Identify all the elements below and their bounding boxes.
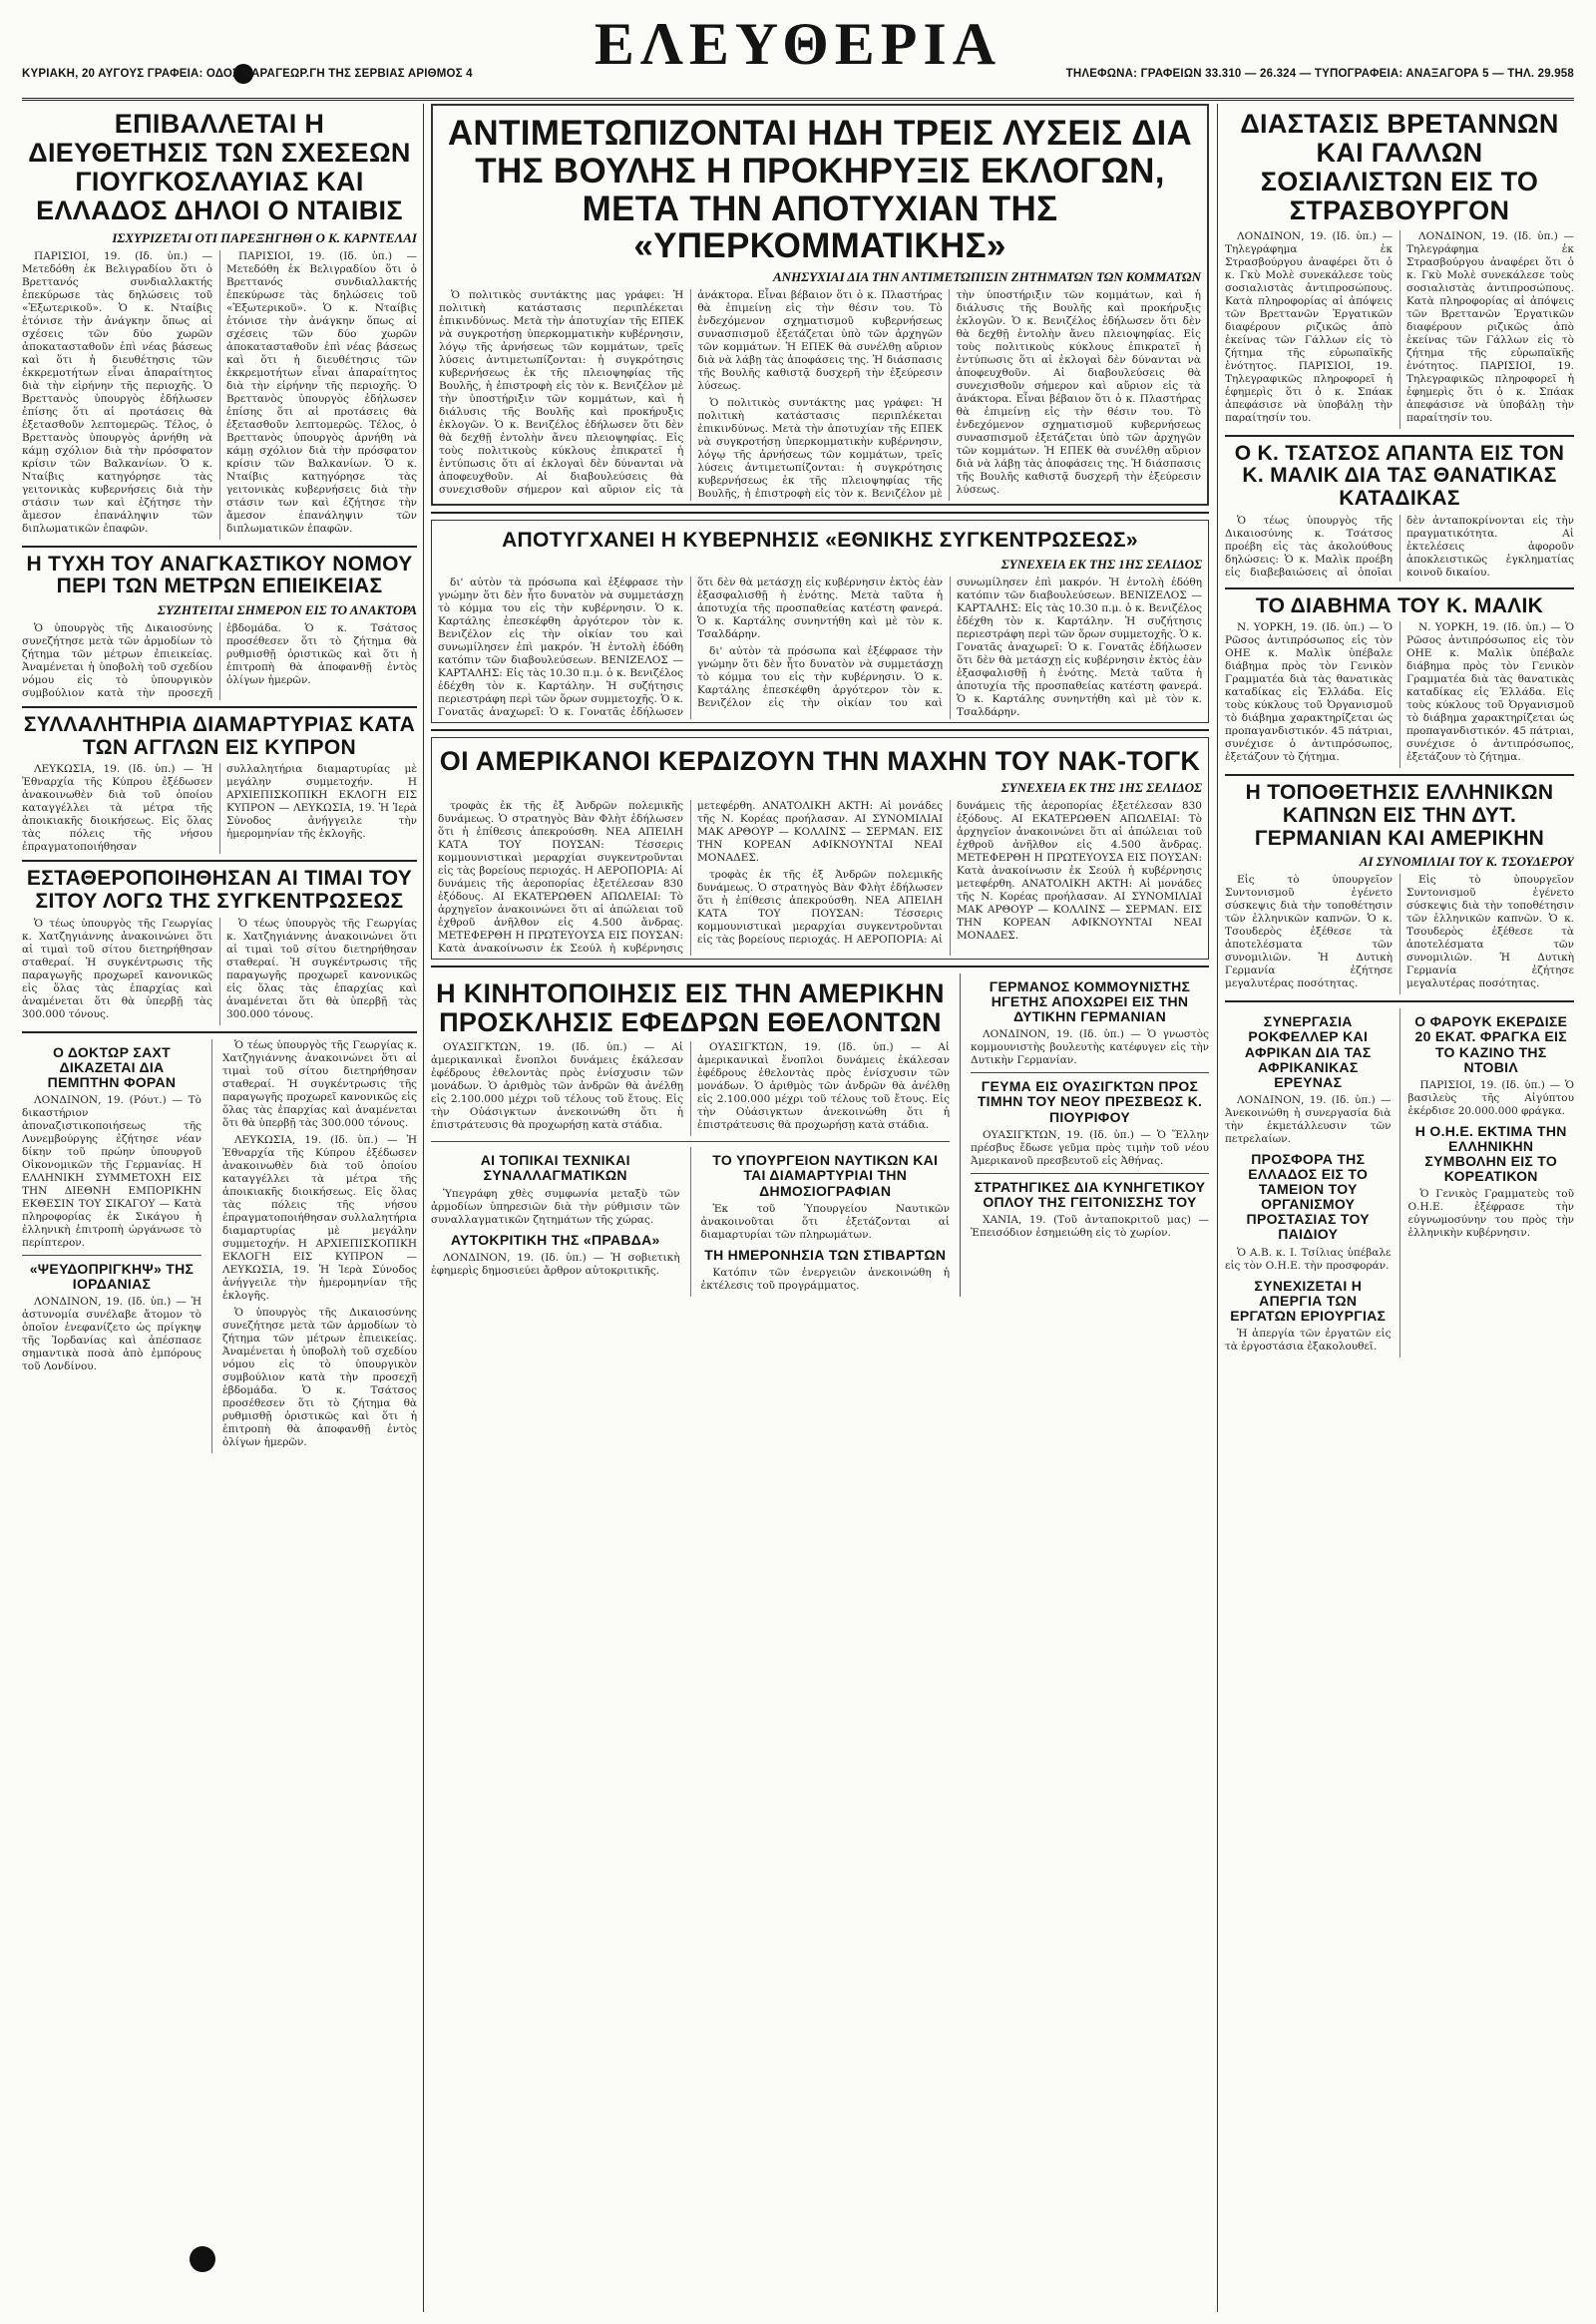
headline-strike: ΣΥΝΕΧΙΖΕΤΑΙ Η ΑΠΕΡΓΙΑ ΤΩΝ ΕΡΓΑΤΩΝ ΕΡΙΟΥΡΓΙΑΣ [1230,1277,1387,1324]
subhead-leniency-law: ΣΥΖΗΤΕΙΤΑΙ ΣΗΜΕΡΟΝ ΕΙΣ ΤΟ ΑΝΑΚΤΟΡΑ [157,601,417,617]
article-exchange: Ὑπεγράφη χθὲς συμφωνία μεταξὺ τῶν ἀρμοδίων ὑπηρεσιῶν διὰ τὴν ρύθμισιν τῶν συναλλαγματικῶν ζητημάτων τῆς χώρας. [431,1187,680,1226]
headline-schacht: Ο ΔΟΚΤΩΡ ΣΑΧΤ ΔΙΚΑΖΕΤΑΙ ΔΙΑ ΠΕΜΠΤΗΝ ΦΟΡΑΝ [47,1043,177,1090]
headline-peurifoy: ΓΕΥΜΑ ΕΙΣ ΟΥΑΣΙΓΚΤΩΝ ΠΡΟΣ ΤΙΜΗΝ ΤΟΥ ΝΕΟΥ ΠΡΕΣΒΕΩΣ Κ. ΠΙΟΥΡΙΦΟΥ [977,1078,1203,1125]
article-tobacco-cont: Εἰς τὸ ὑπουργεῖον Συντονισμοῦ ἐγένετο σύσκεψις διὰ τὴν τοποθέτησιν τῶν ἑλληνικῶν καπνῶν. Ὁ κ. Τσουδερὸς ἐξέθεσε τὰ ἀποτελέσματα τῶν συνομιλιῶν. Ἡ Δυτικὴ Γερμανία ἐζήτησε μεγαλυτέρας ποσότητας. [1406,874,1574,990]
article-mobilization: ΟΥΑΣΙΓΚΤΩΝ, 19. (Ιδ. ὑπ.) — Αἱ ἀμερικανικαὶ ἔνοπλοι δυνάμεις ἐκάλεσαν ἐφέδρους ἐθελοντὰς πρὸς ἐνίσχυσιν τῶν μονάδων. Ὁ ἀριθμὸς τῶν ἀνδρῶν θὰ ἀνέλθῃ εἰς 2.100.000 μέχρι τοῦ τέλους τοῦ ἔτους. Εἰς τὴν Οὐάσιγκτων ἀνεκοινώθη ὅτι ἡ ἐπιστράτευσις θὰ προχωρήσῃ κατὰ στάδια. [431,1041,683,1132]
article-naktong-cont: τροφὰς ἐκ τῆς ἐξ Ἀνδρῶν πολεμικῆς δυνάμεως. Ὁ στρατηγὸς Βὰν Φλὴτ ἐδήλωσεν ὅτι ἡ ἐπίθεσις ἀπεκρούσθη. ΝΕΑ ΑΠΕΙΛΗ ΚΑΤΑ ΤΟΥ ΠΟΥΣΑΝ: Τέσσερις κομμουνιστικαὶ μεραρχίαι συγκεντροῦνται εἰς τὰς βορείους περιοχάς. Η ΑΕΡΟΠΟΡΙΑ: Αἱ δυνάμεις τῆς ἀεροπορίας ἐξετέλεσαν 830 ἐξόδους. ΑΙ ΕΚΑΤΕΡΩΘΕΝ ΑΠΩΛΕΙΑΙ: Τὸ ἀρχηγεῖον ἀνακοινώνει ὅτι αἱ ἀπώλειαι τοῦ ἐχθροῦ ἀνῆλθον εἰς 4.500 ἄνδρας. ΜΕΤΕΦΕΡΘΗ Η ΠΡΩΤΕΥΟΥΣΑ ΕΙΣ ΠΟΥΣΑΝ: Κατὰ ἀνακοίνωσιν ἐκ Σεούλ ἡ κυβέρνησις μετεφέρθη. ΑΝΑΤΟΛΙΚΗ ΑΚΤΗ: Αἱ μονάδες τῆς Ν. Κορέας προήλασαν. ΑΙ ΣΥΝΟΜΙΛΙΑΙ ΜΑΚ ΑΡΘΟΥΡ — ΚΟΛΛΙΝΣ — ΣΕΡΜΑΝ. ΕΙΣ ΤΗΝ ΚΟΡΕΑΝ ΑΦΙΚΝΟΥΝΤΑΙ ΝΕΑΙ ΜΟΝΑΔΕΣ. [697,800,1202,947]
article-filler-col1b: ΛΕΥΚΩΣΙΑ, 19. (Ιδ. ὑπ.) — Ἡ Ἐθναρχία τῆς Κύπρου ἐξέδωσεν ἀνακοινωθὲν διὰ τοῦ ὁποίου καταγγέλλει τὰ μέτρα τῆς ἀποικιακῆς διοικήσεως. Εἰς ὅλας τὰς πόλεις τῆς νήσου ἐπραγματοποιήθησαν συλλαλητήρια διαμαρτυρίας μὲ μεγάλην συμμετοχήν. Η ΑΡΧΙΕΠΙΣΚΟΠΙΚΗ ΕΚΛΟΓΗ ΕΙΣ ΚΥΠΡΟΝ — ΛΕΥΚΩΣΙΑ, 19. Ἡ Ἱερὰ Σύνοδος ἀνήγγειλε τὴν ἡμερομηνίαν τῆς ἐκλογῆς. [222,1133,417,1302]
article-tsatsos-malik: Ὁ τέως ὑπουργὸς τῆς Δικαιοσύνης κ. Τσάτσος προέβη εἰς τὰς ἀκολούθους δηλώσεις: Ὁ κ. Μαλὶκ προέβη εἰς διαβεβαιώσεις αἱ ὁποῖαι δὲν ἀνταποκρίνονται εἰς τὴν πραγματικότητα. Αἱ ἐκτελέσεις ἀφοροῦν ἀποκλειστικῶς ἐγκληματίας κοινοῦ δικαίου. [1225,514,1574,579]
newspaper-title: ΕΛΕΥΘΕΡΙΑ [594,11,1002,77]
headline-mobilization: Η ΚΙΝΗΤΟΠΟΙΗΣΙΣ ΕΙΣ ΤΗΝ ΑΜΕΡΙΚΗΝ ΠΡΟΣΚΛΗΣΙΣ ΕΦΕΔΡΩΝ ΕΘΕΛΟΝΤΩΝ [436,978,945,1038]
article-tobacco: Εἰς τὸ ὑπουργεῖον Συντονισμοῦ ἐγένετο σύσκεψις διὰ τὴν τοποθέτησιν τῶν ἑλληνικῶν καπνῶν. Ὁ κ. Τσουδερὸς ἐξέθεσε τὰ ἀποτελέσματα τῶν συνομιλιῶν. Ἡ Δυτικὴ Γερμανία ἐζήτησε μεγαλυτέρας ποσότητας. [1225,874,1393,990]
article-malik-demarche: Ν. ΥΟΡΚΗ, 19. (Ιδ. ὑπ.) — Ὁ Ρῶσος ἀντιπρόσωπος εἰς τὸν ΟΗΕ κ. Μαλὶκ ὑπέβαλε διάβημα πρὸς τὸν Γενικὸν Γραμματέα διὰ τὰς θανατικὰς καταδίκας εἰς Ἑλλάδα. Εἰς τοὺς κύκλους τοῦ Ὀργανισμοῦ τὸ διάβημα χαρακτηρίζεται ὡς προπαγανδιστικόν. 45 πάτριαι, συνέχισε ὁ ἀντιπρόσωπος, ἐξετάζουν τὸ ζήτημα. [1225,621,1393,764]
newspaper-page [22,8,1574,2316]
article-farouk: ΠΑΡΙΣΙΟΙ, 19. (Ιδ. ὑπ.) — Ὁ βασιλεὺς τῆς Αἰγύπτου ἐκέρδισε 20.000.000 φράγκα. [1407,1078,1574,1117]
article-wheat-prices-cont: Ὁ τέως ὑπουργὸς τῆς Γεωργίας κ. Χατζηγιάννης ἀνακοινώνει ὅτι αἱ τιμαὶ τοῦ σίτου διετηρήθησαν σταθεραί. Ἡ συγκέντρωσις τῆς παραγωγῆς προχωρεῖ κανονικῶς εἰς ὅλας τὰς ἐπαρχίας καὶ ἀναμένεται ὅτι θὰ ὑπερβῇ τὰς 300.000 τόνους. [226,917,417,1020]
article-peurifoy: ΟΥΑΣΙΓΚΤΩΝ, 19. (Ιδ. ὑπ.) — Ὁ Ἕλλην πρέσβυς ἔδωσε γεῦμα πρὸς τιμὴν τοῦ νέου Ἀμερικανοῦ πρεσβευτοῦ εἰς Ἀθήνας. [971,1128,1209,1167]
subhead-tobacco: ΑΙ ΣΥΝΟΜΙΛΙΑΙ ΤΟΥ Κ. ΤΣΟΥΔΕΡΟΥ [1359,854,1574,870]
masthead-date-address: ΚΥΡΙΑΚΗ, 20 ΑΥΓΟΥΣ ΓΡΑΦΕΙΑ: ΟΔΟΣ ΚΑΡΑΓΕΩΡ.ΓΗ ΤΗΣ ΣΕΡΒΙΑΣ ΑΡΙΘΜΟΣ 4 [22,68,473,80]
article-rockefeller: ΛΟΝΔΙΝΟΝ, 19. (Ιδ. ὑπ.) — Ἀνεκοινώθη ἡ συνεργασία διὰ τὴν ἐκμετάλλευσιν τῶν πετρελαίων. [1225,1093,1392,1145]
article-schacht: ΛΟΝΔΙΝΟΝ, 19. (Ρόυτ.) — Τὸ δικαστήριον ἀποναζιστικοποιήσεως τῆς Λυνεμβούργης ἐζήτησε νέαν δίκην τοῦ πρώην ὑπουργοῦ Οἰκονομικῶν τῆς Γερμανίας. Η ΕΛΛΗΝΙΚΗ ΣΥΜΜΕΤΟΧΗ ΕΙΣ ΤΗΝ ΔΙΕΘΝΗ ΕΜΠΟΡΙΚΗΝ ΕΚΘΕΣΙΝ ΤΟΥ ΣΙΚΑΓΟΥ — Κατὰ πληροφορίας ἐκ Σικάγου ἡ ἑλληνικὴ ἐπιτροπὴ ὠργάνωσε τὸ περίπτερον. [22,1093,201,1249]
article-malik-demarche-cont: Ν. ΥΟΡΚΗ, 19. (Ιδ. ὑπ.) — Ὁ Ρῶσος ἀντιπρόσωπος εἰς τὸν ΟΗΕ κ. Μαλὶκ ὑπέβαλε διάβημα πρὸς τὸν Γενικὸν Γραμματέα διὰ τὰς θανατικὰς καταδίκας εἰς Ἑλλάδα. Εἰς τοὺς κύκλους τοῦ Ὀργανισμοῦ τὸ διάβημα χαρακτηρίζεται ὡς προπαγανδιστικόν. 45 πάτριαι, συνέχισε ὁ ἀντιπρόσωπος, ἐξετάζουν τὸ ζήτημα. [1406,621,1574,764]
article-yugoslavia: ΠΑΡΙΣΙΟΙ, 19. (Ιδ. ὑπ.) — Μετεδόθη ἐκ Βελιγραδίου ὅτι ὁ Βρεττανός συνδιαλλακτής ἐπεκύρωσε τὰς δηλώσεις τοῦ «Ἐξωτερικοῦ». Ὁ κ. Νταίβις ἐτόνισε τὴν ἀνάγκην ὅπως αἱ σχέσεις τῶν δύο χωρῶν ἀποκατασταθοῦν ἐπὶ νέας βάσεως καὶ ὅτι ἡ διευθέτησις τῶν ἐκκρεμοτήτων εἶναι ἀπαραίτητος διὰ τὴν εἰρήνην τῆς περιοχῆς. Ὁ Βρεττανὸς ὑπουργὸς ἐδήλωσεν ἐπίσης ὅτι αἱ προτάσεις θὰ ἐξετασθοῦν λεπτομερῶς. Τέλος, ὁ Βρεττανὸς ὑπουργὸς ἀρνήθη νὰ κάμῃ σχόλιον διὰ τὴν πρόσφατον κρίσιν τῶν Βαλκανίων. Ὁ κ. Νταίβις κατηγόρησε τὰς γειτονικὰς κυβερνήσεις διὰ τὴν στάσιν των καὶ ἐζήτησε τὴν ἄμεσον ἐπανάληψιν τῶν διπλωματικῶν ἐπαφῶν. [22,249,212,535]
headline-pravda: ΑΥΤΟΚΡΙΤΙΚΗ ΤΗΣ «ΠΡΑΒΔΑ» [450,1231,660,1248]
headline-cyprus: ΣΥΛΛΑΛΗΤΗΡΙΑ ΔΙΑΜΑΡΤΥΡΙΑΣ ΚΑΤΑ ΤΩΝ ΑΓΓΛΩΝ ΕΙΣ ΚΥΠΡΟΝ [23,712,416,759]
article-government-fails: δι' αὐτὸν τὰ πρόσωπα καὶ ἐξέφρασε τὴν γνώμην ὅτι δὲν ἦτο δυνατὸν νὰ συμμετάσχῃ τὸ κόμμα του εἰς τὴν κυβέρνησιν. Ὁ κ. Καρτάλης ἐπεσκέφθη ἀργότερον τὸν κ. Βενιζέλον εἰς τὴν οἰκίαν του καὶ συνωμίλησεν ἐπὶ μακρόν. Ἡ ἐντολὴ ἐδόθη κατόπιν τῶν διαβουλεύσεων. ΒΕΝΙΖΕΛΟΣ — ΚΑΡΤΑΛΗΣ: Εἰς τὰς 10.30 π.μ. ὁ κ. Βενιζέλος ἐδέχθη τὸν κ. Καρτάλην. Ἡ συζήτησις περιεστράφη περὶ τῶν ὅρων συμμετοχῆς. Ὁ κ. Γονατᾶς ἀναχωρεῖ: Ὁ κ. Γονατᾶς ἐδήλωσεν ὅτι δὲν θὰ μετάσχῃ εἰς κυβέρνησιν ἐκτὸς ἐὰν ἐξασφαλισθῇ ἡ ἐνότης. Μετὰ ταῦτα ἡ ἀποτυχία τῆς προσπαθείας κατέστη φανερά. Ὁ κ. Καρτάλης συνηντήθη καὶ μὲ τὸν κ. Τσαλδάρην. [438,576,943,718]
headline-tobacco: Η ΤΟΠΟΘΕΤΗΣΙΣ ΕΛΛΗΝΙΚΩΝ ΚΑΠΝΩΝ ΕΙΣ ΤΗΝ ΔΥΤ. ΓΕΡΜΑΝΙΑΝ ΚΑΙ ΑΜΕΡΙΚΗΝ [1245,781,1554,850]
headline-farouk: Ο ΦΑΡΟΥΚ ΕΚΕΡΔΙΣΕ 20 ΕΚΑΤ. ΦΡΑΓΚΑ ΕΙΣ ΤΟ ΚΑΖΙΝΟ ΤΗΣ ΝΤΟΒΙΛ [1414,1013,1568,1075]
article-wheat-prices: Ὁ τέως ὑπουργὸς τῆς Γεωργίας κ. Χατζηγιάννης ἀνακοινώνει ὅτι αἱ τιμαὶ τοῦ σίτου διετηρήθησαν σταθεραί. Ἡ συγκέντρωσις τῆς παραγωγῆς προχωρεῖ κανονικῶς εἰς ὅλας τὰς ἐπαρχίας καὶ ἀναμένεται ὅτι θὰ ὑπερβῇ τὰς 300.000 τόνους. [22,917,212,1020]
article-naktong: τροφὰς ἐκ τῆς ἐξ Ἀνδρῶν πολεμικῆς δυνάμεως. Ὁ στρατηγὸς Βὰν Φλὴτ ἐδήλωσεν ὅτι ἡ ἐπίθεσις ἀπεκρούσθη. ΝΕΑ ΑΠΕΙΛΗ ΚΑΤΑ ΤΟΥ ΠΟΥΣΑΝ: Τέσσερις κομμουνιστικαὶ μεραρχίαι συγκεντροῦνται εἰς τὰς βορείους περιοχάς. Η ΑΕΡΟΠΟΡΙΑ: Αἱ δυνάμεις τῆς ἀεροπορίας ἐξετέλεσαν 830 ἐξόδους. ΑΙ ΕΚΑΤΕΡΩΘΕΝ ΑΠΩΛΕΙΑΙ: Τὸ ἀρχηγεῖον ἀνακοινώνει ὅτι αἱ ἀπώλειαι τοῦ ἐχθροῦ ἀνῆλθον εἰς 4.500 ἄνδρας. ΜΕΤΕΦΕΡΘΗ Η ΠΡΩΤΕΥΟΥΣΑ ΕΙΣ ΠΟΥΣΑΝ: Κατὰ ἀνακοίνωσιν ἐκ Σεούλ ἡ κυβέρνησις μετεφέρθη. ΑΝΑΤΟΛΙΚΗ ΑΚΤΗ: Αἱ μονάδες τῆς Ν. Κορέας προήλασαν. ΑΙ ΣΥΝΟΜΙΛΙΑΙ ΜΑΚ ΑΡΘΟΥΡ — ΚΟΛΛΙΝΣ — ΣΕΡΜΑΝ. ΕΙΣ ΤΗΝ ΚΟΡΕΑΝ ΑΦΙΚΝΟΥΝΤΑΙ ΝΕΑΙ ΜΟΝΑΔΕΣ. [438,800,943,956]
headline-leniency-law: Η ΤΥΧΗ ΤΟΥ ΑΝΑΓΚΑΣΤΙΚΟΥ ΝΟΜΟΥ ΠΕΡΙ ΤΩΝ ΜΕΤΡΩΝ ΕΠΙΕΙΚΕΙΑΣ [26,552,413,598]
article-main-elections-cont: Ὁ πολιτικὸς συντάκτης μας γράφει: Ἡ πολιτικὴ κατάστασις περιπλέκεται ἐπικινδύνως. Μετὰ τὴν ἀποτυχίαν τῆς ΕΠΕΚ νὰ συγκροτήσῃ ὑπερκομματικὴν κυβέρνησιν, λόγῳ τῆς ἀρνήσεως τῶν κομμάτων, τρεῖς λύσεις ἀντιμετωπίζονται: ἡ συγκρότησις κυβερνήσεως ἐκ τῆς πλειοψηφίας τῆς Βουλῆς, ἡ ἐπιστροφὴ εἰς τὸν κ. Βενιζέλον μὲ τὴν ὑποστήριξιν τῶν κομμάτων, καὶ ἡ διάλυσις τῆς Βουλῆς καὶ προκήρυξις ἐκλογῶν. Ὁ κ. Βενιζέλος ἐδήλωσεν ὅτι δὲν θὰ δεχθῇ ἐντολὴν ἄνευ πλειοψηφίας. Εἰς τοὺς πολιτικοὺς κύκλους ἐπικρατεῖ ἡ ἐντύπωσις ὅτι αἱ ἐκλογαὶ δὲν δύνανται νὰ ἀποφευχθοῦν. Αἱ διαβουλεύσεις θὰ συνεχισθοῦν σήμερον καὶ αὔριον εἰς τὰ ἀνάκτορα. Εἶναι βέβαιον ὅτι ὁ κ. Πλαστήρας θὰ ἐπιμείνῃ εἰς τὴν θέσιν του. Τὸ ἐνδεχόμενον σχηματισμοῦ κυβερνήσεως συνασπισμοῦ ἐξετάζεται ὑπὸ τῶν ἀρχηγῶν τῶν κομμάτων. Ἡ ΕΠΕΚ θὰ συνέλθῃ αὔριον διὰ νὰ λάβῃ τὰς ἀποφάσεις της. Ἡ διάσπασις τῆς Βουλῆς καθιστᾷ δυσχερῆ τὴν ἐξεύρεσιν λύσεως. [697,289,1201,501]
article-pseudo-prince: ΛΟΝΔΙΝΟΝ, 19. (Ιδ. ὑπ.) — Ἡ ἀστυνομία συνέλαβε ἄτομον τὸ ὁποῖον ἐνεφανίζετο ὡς πρίγκηψ τῆς Ἰορδανίας καὶ ἀπέσπασε σημαντικὰ ποσὰ ἀπὸ ἐμπόρους τοῦ Λονδίνου. [22,1296,201,1373]
article-cyprus: ΛΕΥΚΩΣΙΑ, 19. (Ιδ. ὑπ.) — Ἡ Ἐθναρχία τῆς Κύπρου ἐξέδωσεν ἀνακοινωθὲν διὰ τοῦ ὁποίου καταγγέλλει τὰ μέτρα τῆς ἀποικιακῆς διοικήσεως. Εἰς ὅλας τὰς πόλεις τῆς νήσου ἐπραγματοποιήθησαν συλλαλητήρια διαμαρτυρίας μὲ μεγάλην συμμετοχήν. Η ΑΡΧΙΕΠΙΣΚΟΠΙΚΗ ΕΚΛΟΓΗ ΕΙΣ ΚΥΠΡΟΝ — ΛΕΥΚΩΣΙΑ, 19. Ἡ Ἱερὰ Σύνοδος ἀνήγγειλε τὴν ἡμερομηνίαν τῆς ἐκλογῆς. [22,763,417,854]
headline-wheat-prices: ΕΣΤΑΘΕΡΟΠΟΙΗΘΗΣΑΝ ΑΙ ΤΙΜΑΙ ΤΟΥ ΣΙΤΟΥ ΛΟΓΩ ΤΗΣ ΣΥΓΚΕΝΤΡΩΣΕΩΣ [26,867,413,913]
article-filler-col1c: Ὁ ὑπουργὸς τῆς Δικαιοσύνης συνεζήτησε μετὰ τῶν ἀρμοδίων τὸ ζήτημα τῶν μέτρων ἐπιεικείας. Ἀναμένεται ἡ ὑποβολὴ τοῦ σχεδίου νόμου εἰς τὸ ὑπουργικὸν συμβούλιον κατὰ τὴν προσεχῆ ἑβδομάδα. Ὁ κ. Τσάτσος προσέθεσεν ὅτι τὸ ζήτημα θὰ ρυθμισθῇ ὁριστικῶς καὶ ὅτι ἡ ἐπιτροπὴ θὰ ἀποφανθῇ ἐντὸς ὀλίγων ἡμερῶν. [222,1306,417,1448]
masthead [22,8,1574,101]
masthead-phones: ΤΗΛΕΦΩΝΑ: ΓΡΑΦΕΙΩΝ 33.310 — 26.324 — ΤΥΠΟΓΡΑΦΕΙΑ: ΑΝΑΞΑΓΟΡΑ 5 — ΤΗΛ. 29.958 [1065,68,1574,80]
headline-exchange: ΑΙ ΤΟΠΙΚΑΙ ΤΕΧΝΙΚΑΙ ΣΥΝΑΛΛΑΓΜΑΤΙΚΩΝ [480,1152,630,1184]
article-german-communist: ΛΟΝΔΙΝΟΝ, 19. (Ιδ. ὑπ.) — Ὁ γνωστὸς κομμουνιστὴς βουλευτὴς κατέφυγεν εἰς τὴν Δυτικὴν Γερμανίαν. [971,1028,1209,1067]
column-divider [1217,104,1218,2312]
article-yugoslavia-cont: ΠΑΡΙΣΙΟΙ, 19. (Ιδ. ὑπ.) — Μετεδόθη ἐκ Βελιγραδίου ὅτι ὁ Βρεττανός συνδιαλλακτής ἐπεκύρωσε τὰς δηλώσεις τοῦ «Ἐξωτερικοῦ». Ὁ κ. Νταίβις ἐτόνισε τὴν ἀνάγκην ὅπως αἱ σχέσεις τῶν δύο χωρῶν ἀποκατασταθοῦν ἐπὶ νέας βάσεως καὶ ὅτι ἡ διευθέτησις τῶν ἐκκρεμοτήτων εἶναι ἀπαραίτητος διὰ τὴν εἰρήνην τῆς περιοχῆς. Ὁ Βρεττανὸς ὑπουργὸς ἐδήλωσεν ἐπίσης ὅτι αἱ προτάσεις θὰ ἐξετασθοῦν λεπτομερῶς. Τέλος, ὁ Βρεττανὸς ὑπουργὸς ἀρνήθη νὰ κάμῃ σχόλιον διὰ τὴν πρόσφατον κρίσιν τῶν Βαλκανίων. Ὁ κ. Νταίβις κατηγόρησε τὰς γειτονικὰς κυβερνήσεις διὰ τὴν στάσιν των καὶ ἐζήτησε τὴν ἄμεσον ἐπανάληψιν τῶν διπλωματικῶν ἐπαφῶν. [226,249,417,535]
headline-pseudo-prince: «ΨΕΥΔΟΠΡΙΓΚΗΨ» ΤΗΣ ΙΟΡΔΑΝΙΑΣ [29,1260,195,1293]
continuation-naktong: ΣΥΝΕΧΕΙΑ ΕΚ ΤΗΣ 1ΗΣ ΣΕΛΙΔΟΣ [1000,780,1202,796]
article-strike: Ἡ ἀπεργία τῶν ἐργατῶν εἰς τὰ ἐργοστάσια ἐξακολουθεῖ. [1225,1327,1392,1353]
article-strasbourg: ΛΟΝΔΙΝΟΝ, 19. (Ιδ. ὑπ.) — Τηλεγράφημα ἐκ Στρασβούργου ἀναφέρει ὅτι ὁ κ. Γκὺ Μολὲ συνεκάλεσε τοὺς σοσιαλιστὰς ἀντιπροσώπους. Κατὰ πληροφορίας αἱ ἀπόψεις τῶν Βρεττανῶν Ἐργατικῶν διαφέρουν ριζικῶς ἀπὸ ἐκείνας τῶν Γάλλων εἰς τὸ ζήτημα τῆς εὐρωπαϊκῆς ἑνότητος. ΠΑΡΙΣΙΟΙ, 19. Τηλεγραφικῶς πληροφορεῖ ἡ ἐφημερὶς ὅτι ὁ κ. Σπάακ ἀπεφάσισε νὰ ὑποβάλῃ τὴν παραίτησίν του. [1225,229,1393,424]
article-main-elections: Ὁ πολιτικὸς συντάκτης μας γράφει: Ἡ πολιτικὴ κατάστασις περιπλέκεται ἐπικινδύνως. Μετὰ τὴν ἀποτυχίαν τῆς ΕΠΕΚ νὰ συγκροτήσῃ ὑπερκομματικὴν κυβέρνησιν, λόγῳ τῆς ἀρνήσεως τῶν κομμάτων, τρεῖς λύσεις ἀντιμετωπίζονται: ἡ συγκρότησις κυβερνήσεως ἐκ τῆς πλειοψηφίας τῆς Βουλῆς, ἡ ἐπιστροφὴ εἰς τὸν κ. Βενιζέλον μὲ τὴν ὑποστήριξιν τῶν κομμάτων, καὶ ἡ διάλυσις τῆς Βουλῆς καὶ προκήρυξις ἐκλογῶν. Ὁ κ. Βενιζέλος ἐδήλωσεν ὅτι δὲν θὰ δεχθῇ ἐντολὴν ἄνευ πλειοψηφίας. Εἰς τοὺς πολιτικοὺς κύκλους ἐπικρατεῖ ἡ ἐντύπωσις ὅτι αἱ ἐκλογαὶ δὲν δύνανται νὰ ἀποφευχθοῦν. Αἱ διαβουλεύσεις θὰ συνεχισθοῦν σήμερον καὶ αὔριον εἰς τὰ ἀνάκτορα. Εἶναι βέβαιον ὅτι ὁ κ. Πλαστήρας θὰ ἐπιμείνῃ εἰς τὴν θέσιν του. Τὸ ἐνδεχόμενον σχηματισμοῦ κυβερνήσεως συνασπισμοῦ ἐξετάζεται ὑπὸ τῶν ἀρχηγῶν τῶν κομμάτων. Ἡ ΕΠΕΚ θὰ συνέλθῃ αὔριον διὰ νὰ λάβῃ τὰς ἀποφάσεις της. Ἡ διάσπασις τῆς Βουλῆς καθιστᾷ δυσχερῆ τὴν ἐξεύρεσιν λύσεως. [439,289,943,497]
headline-un-korea: Η Ο.Η.Ε. ΕΚΤΙΜΑ ΤΗΝ ΕΛΛΗΝΙΚΗΝ ΣΥΜΒΟΛΗΝ ΕΙΣ ΤΟ ΚΟΡΕΑΤΙΚΟΝ [1414,1122,1567,1185]
column-left [22,104,417,2312]
article-hunting-gun: ΧΑΝΙΑ, 19. (Τοῦ ἀνταποκριτοῦ μας) — Ἐπεισόδιον ἐσημειώθη εἰς τὸ χωρίον. [971,1213,1209,1239]
subhead-main-elections: ΑΝΗΣΥΧΙΑΙ ΔΙΑ ΤΗΝ ΑΝΤΙΜΕΤΩΠΙΣΙΝ ΖΗΤΗΜΑΤΩΝ ΤΩΝ ΚΟΜΜΑΤΩΝ [773,269,1201,285]
headline-child-protection: ΠΡΟΣΦΟΡΑ ΤΗΣ ΕΛΛΑΔΟΣ ΕΙΣ ΤΟ ΤΑΜΕΙΟΝ ΤΟΥ ΟΡΓΑΝΙΣΜΟΥ ΠΡΟΣΤΑΣΙΑΣ ΤΟΥ ΠΑΙΔΙΟΥ [1246,1150,1370,1243]
headline-main-elections: ΑΝΤΙΜΕΤΩΠΙΖΟΝΤΑΙ ΗΔΗ ΤΡΕΙΣ ΛΥΣΕΙΣ ΔΙΑ ΤΗΣ ΒΟΥΛΗΣ Η ΠΡΟΚΗΡΥΞΙΣ ΕΚΛΟΓΩΝ, ΜΕΤΑ ΤΗΝ ΑΠΟΤΥΧΙΑΝ ΤΗΣ «ΥΠΕΡΚΟΜΜΑΤΙΚΗΣ» [447,114,1193,266]
headline-malik-demarche: ΤΟ ΔΙΑΒΗΜΑ ΤΟΥ Κ. ΜΑΛΙΚ [1255,593,1544,617]
continuation-government: ΣΥΝΕΧΕΙΑ ΕΚ ΤΗΣ 1ΗΣ ΣΕΛΙΔΟΣ [1000,556,1202,572]
headline-rockefeller: ΣΥΝΕΡΓΑΣΙΑ ΡΟΚΦΕΛΛΕΡ ΚΑΙ ΑΦΡΙΚΑΝ ΔΙΑ ΤΑΣ ΑΦΡΙΚΑΝΙΚΑΣ ΕΡΕΥΝΑΣ [1244,1013,1372,1090]
article-pravda: ΛΟΝΔΙΝΟΝ, 19. (Ιδ. ὑπ.) — Ἡ σοβιετικὴ ἐφημερὶς δημοσιεύει ἄρθρον αὐτοκριτικῆς. [431,1251,680,1277]
headline-strasbourg: ΔΙΑΣΤΑΣΙΣ ΒΡΕΤΑΝΝΩΝ ΚΑΙ ΓΑΛΛΩΝ ΣΟΣΙΑΛΙΣΤΩΝ ΕΙΣ ΤΟ ΣΤΡΑΣΒΟΥΡΓΟΝ [1240,109,1559,226]
column-right [1225,104,1574,2312]
article-mobilization-cont: ΟΥΑΣΙΓΚΤΩΝ, 19. (Ιδ. ὑπ.) — Αἱ ἀμερικανικαὶ ἔνοπλοι δυνάμεις ἐκάλεσαν ἐφέδρους ἐθελοντὰς πρὸς ἐνίσχυσιν τῶν μονάδων. Ὁ ἀριθμὸς τῶν ἀνδρῶν θὰ ἀνέλθῃ εἰς 2.100.000 μέχρι τοῦ τέλους τοῦ ἔτους. Εἰς τὴν Οὐάσιγκτων ἀνεκοινώθη ὅτι ἡ ἐπιστράτευσις θὰ προχωρήσῃ κατὰ στάδια. [697,1041,950,1132]
ink-blot [190,2246,215,2272]
headline-hunting-gun: ΣΤΡΑΤΗΓΙΚΕΣ ΔΙΑ ΚΥΝΗΓΕΤΙΚΟΥ ΟΠΛΟΥ ΤΗΣ ΓΕΙΤΟΝΙΣΣΗΣ ΤΟΥ [974,1178,1206,1210]
column-divider [423,104,424,2312]
subhead-yugoslavia: ΙΣΧΥΡΙΖΕΤΑΙ ΟΤΙ ΠΑΡΕΞΗΓΗΘΗ Ο Κ. ΚΑΡΝΤΕΛΑΙ [112,229,417,245]
headline-naktong: ΟΙ ΑΜΕΡΙΚΑΝΟΙ ΚΕΡΔΙΖΟΥΝ ΤΗΝ ΜΑΧΗΝ ΤΟΥ ΝΑΚ-ΤΟΓΚ [439,745,1201,776]
column-center [431,104,1209,2312]
headline-yugoslavia: ΕΠΙΒΑΛΛΕΤΑΙ Η ΔΙΕΥΘΕΤΗΣΙΣ ΤΩΝ ΣΧΕΣΕΩΝ ΓΙΟΥΓΚΟΣΛΑΥΙΑΣ ΚΑΙ ΕΛΛΑΔΟΣ ΔΗΛΟΙ Ο ΝΤΑΙΒΙΣ [28,109,411,226]
main-story-box [431,104,1209,506]
headline-government-fails: ΑΠΟΤΥΓΧΑΝΕΙ Η ΚΥΒΕΡΝΗΣΙΣ «ΕΘΝΙΚΗΣ ΣΥΓΚΕΝΤΡΩΣΕΩΣ» [502,529,1138,553]
article-stivartoi: Κατόπιν τῶν ἐνεργειῶν ἀνεκοινώθη ἡ ἐκτέλεσις τοῦ προγράμματος. [700,1266,950,1292]
article-strasbourg-cont: ΛΟΝΔΙΝΟΝ, 19. (Ιδ. ὑπ.) — Τηλεγράφημα ἐκ Στρασβούργου ἀναφέρει ὅτι ὁ κ. Γκὺ Μολὲ συνεκάλεσε τοὺς σοσιαλιστὰς ἀντιπροσώπους. Κατὰ πληροφορίας αἱ ἀπόψεις τῶν Βρεττανῶν Ἐργατικῶν διαφέρουν ριζικῶς ἀπὸ ἐκείνας τῶν Γάλλων εἰς τὸ ζήτημα τῆς εὐρωπαϊκῆς ἑνότητος. ΠΑΡΙΣΙΟΙ, 19. Τηλεγραφικῶς πληροφορεῖ ἡ ἐφημερὶς ὅτι ὁ κ. Σπάακ ἀπεφάσισε νὰ ὑποβάλῃ τὴν παραίτησίν του. [1406,229,1574,424]
korea-story-box [431,737,1209,960]
article-leniency-law: Ὁ ὑπουργὸς τῆς Δικαιοσύνης συνεζήτησε μετὰ τῶν ἀρμοδίων τὸ ζήτημα τῶν μέτρων ἐπιεικείας. Ἀναμένεται ἡ ὑποβολὴ τοῦ σχεδίου νόμου εἰς τὸ ὑπουργικὸν συμβούλιον κατὰ τὴν προσεχῆ ἑβδομάδα. Ὁ κ. Τσάτσος προσέθεσεν ὅτι τὸ ζήτημα θὰ ρυθμισθῇ ὁριστικῶς καὶ ὅτι ἡ ἐπιτροπὴ θὰ ἀποφανθῇ ἐντὸς ὀλίγων ἡμερῶν. [22,621,417,699]
headline-tsatsos-malik: Ο Κ. ΤΣΑΤΣΟΣ ΑΠΑΝΤΑ ΕΙΣ ΤΟΝ Κ. ΜΑΛΙΚ ΔΙΑ ΤΑΣ ΘΑΝΑΤΙΚΑΣ ΚΑΤΑΔΙΚΑΣ [1234,441,1565,510]
article-government-fails-cont: δι' αὐτὸν τὰ πρόσωπα καὶ ἐξέφρασε τὴν γνώμην ὅτι δὲν ἦτο δυνατὸν νὰ συμμετάσχῃ τὸ κόμμα του εἰς τὴν κυβέρνησιν. Ὁ κ. Καρτάλης ἐπεσκέφθη ἀργότερον τὸν κ. Βενιζέλον εἰς τὴν οἰκίαν του καὶ συνωμίλησεν ἐπὶ μακρόν. Ἡ ἐντολὴ ἐδόθη κατόπιν τῶν διαβουλεύσεων. ΒΕΝΙΖΕΛΟΣ — ΚΑΡΤΑΛΗΣ: Εἰς τὰς 10.30 π.μ. ὁ κ. Βενιζέλος ἐδέχθη τὸν κ. Καρτάλην. Ἡ συζήτησις περιεστράφη περὶ τῶν ὅρων συμμετοχῆς. Ὁ κ. Γονατᾶς ἀναχωρεῖ: Ὁ κ. Γονατᾶς ἐδήλωσεν ὅτι δὲν θὰ μετάσχῃ εἰς κυβέρνησιν ἐκτὸς ἐὰν ἐξασφαλισθῇ ἡ ἐνότης. Μετὰ ταῦτα ἡ ἀποτυχία τῆς προσπαθείας κατέστη φανερά. Ὁ κ. Καρτάλης συνηντήθη καὶ μὲ τὸν κ. Τσαλδάρην. [697,576,1202,718]
headline-german-communist: ΓΕΡΜΑΝΟΣ ΚΟΜΜΟΥΝΙΣΤΗΣ ΗΓΕΤΗΣ ΑΠΟΧΩΡΕΙ ΕΙΣ ΤΗΝ ΔΥΤΙΚΗΝ ΓΕΡΜΑΝΙΑΝ [989,978,1191,1025]
headline-stivartoi: ΤΗ ΗΜΕΡΟΝΗΣΙΑ ΤΩΝ ΣΤΙΒΑΡΤΩΝ [704,1246,947,1263]
article-child-protection: Ὁ Α.Β. κ. Ι. Τσίλιας ὑπέβαλε εἰς τὸν Ο.Η.Ε. τὴν προσφοράν. [1225,1246,1392,1272]
article-filler-col1: Ὁ τέως ὑπουργὸς τῆς Γεωργίας κ. Χατζηγιάννης ἀνακοινώνει ὅτι αἱ τιμαὶ τοῦ σίτου διετηρήθησαν σταθεραί. Ἡ συγκέντρωσις τῆς παραγωγῆς προχωρεῖ κανονικῶς εἰς ὅλας τὰς ἐπαρχίας καὶ ἀναμένεται ὅτι θὰ ὑπερβῇ τὰς 300.000 τόνους. [222,1038,417,1129]
headline-shipping: ΤΟ ΥΠΟΥΡΓΕΙΟΝ ΝΑΥΤΙΚΩΝ ΚΑΙ ΤΑΙ ΔΙΑΜΑΡΤΥΡΙΑΙ ΤΗΝ ΔΗΜΟΣΙΟΓΡΑΦΙΑΝ [712,1152,939,1199]
article-un-korea: Ὁ Γενικὸς Γραμματεὺς τοῦ Ο.Η.Ε. ἐξέφρασε τὴν εὐγνωμοσύνην του πρὸς τὴν ἑλληνικὴν κυβέρνησιν. [1407,1188,1574,1240]
article-shipping: Ἐκ τοῦ Ὑπουργείου Ναυτικῶν ἀνακοινοῦται ὅτι ἐξετάζονται αἱ διαμαρτυρίαι τῶν πληρωμάτων. [700,1202,950,1241]
government-story-box [431,520,1209,723]
